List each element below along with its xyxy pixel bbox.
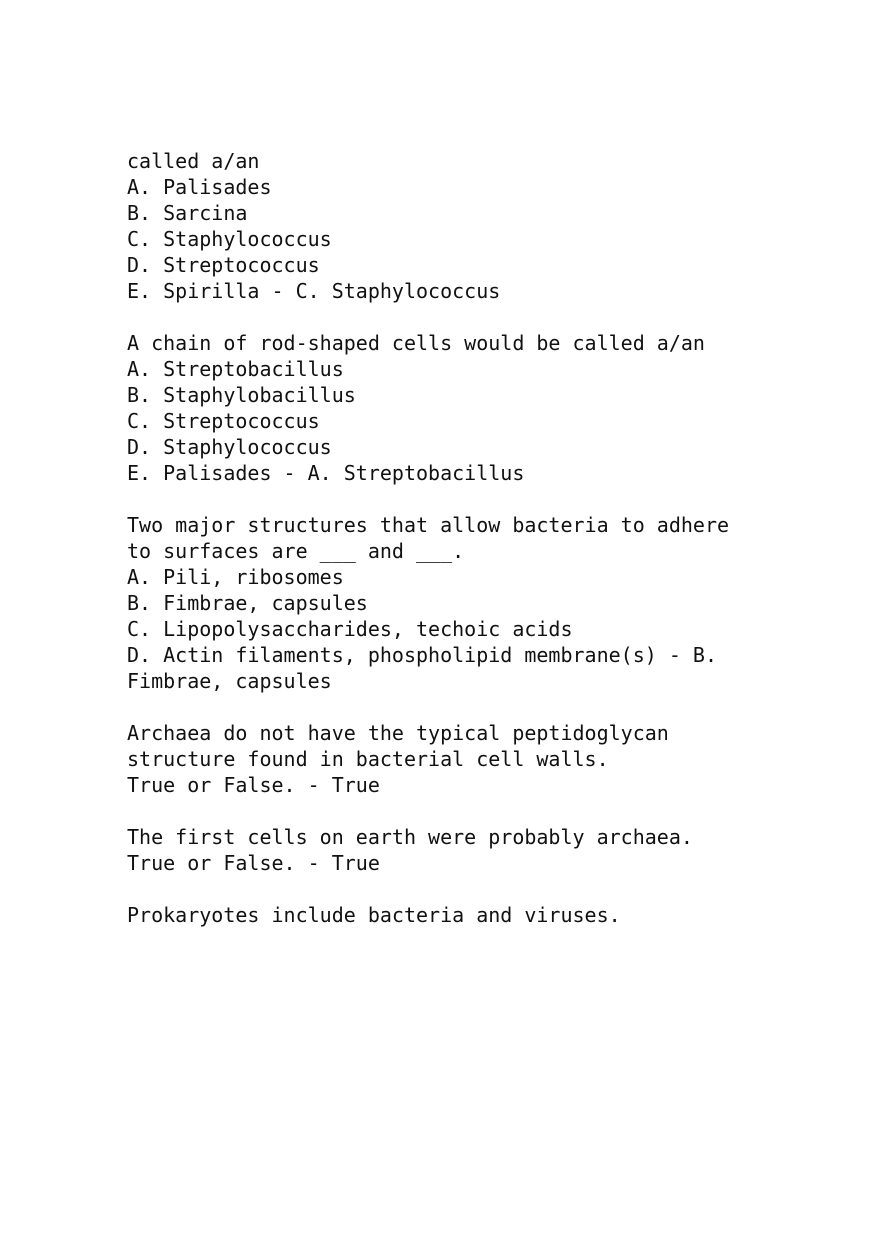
true-false-answer: True or False. - True xyxy=(127,773,380,797)
true-false-answer: True or False. - True xyxy=(127,851,380,875)
answer-option-a: A. Streptobacillus xyxy=(127,357,344,381)
question-block-5 xyxy=(127,824,827,876)
answer-option-e-with-answer: E. Palisades - A. Streptobacillus xyxy=(127,461,525,485)
answer-option-a: A. Pili, ribosomes xyxy=(127,565,344,589)
document-content xyxy=(127,148,827,928)
answer-option-a: A. Palisades xyxy=(127,175,272,199)
question-block-1 xyxy=(127,148,827,304)
answer-option-c: C. Lipopolysaccharides, techoic acids xyxy=(127,617,573,641)
question-block-4 xyxy=(127,720,827,798)
answer-option-b: B. Fimbrae, capsules xyxy=(127,591,368,615)
answer-continuation: Fimbrae, capsules xyxy=(127,669,332,693)
question-text-line: structure found in bacterial cell walls. xyxy=(127,747,609,771)
question-text-line: called a/an xyxy=(127,149,260,173)
question-text-line: to surfaces are ___ and ___. xyxy=(127,539,465,563)
answer-option-c: C. Streptococcus xyxy=(127,409,320,433)
block-spacer xyxy=(127,876,827,902)
answer-option-d: D. Staphylococcus xyxy=(127,435,332,459)
answer-option-d-with-answer: D. Actin filaments, phospholipid membrane(s) - B. xyxy=(127,643,718,667)
question-text-line: Prokaryotes include bacteria and viruses. xyxy=(127,903,621,927)
question-text-line: Archaea do not have the typical peptidoglycan xyxy=(127,721,669,745)
answer-option-d: D. Streptococcus xyxy=(127,253,320,277)
answer-option-b: B. Staphylobacillus xyxy=(127,383,356,407)
block-spacer xyxy=(127,694,827,720)
question-text-line: The first cells on earth were probably archaea. xyxy=(127,825,693,849)
question-text-line: A chain of rod-shaped cells would be called a/an xyxy=(127,331,705,355)
question-block-3 xyxy=(127,512,827,694)
question-block-2 xyxy=(127,330,827,486)
answer-option-c: C. Staphylococcus xyxy=(127,227,332,251)
answer-option-b: B. Sarcina xyxy=(127,201,248,225)
block-spacer xyxy=(127,798,827,824)
answer-option-e-with-answer: E. Spirilla - C. Staphylococcus xyxy=(127,279,501,303)
block-spacer xyxy=(127,486,827,512)
question-text-line: Two major structures that allow bacteria to adhere xyxy=(127,513,730,537)
question-block-6 xyxy=(127,902,827,928)
block-spacer xyxy=(127,304,827,330)
